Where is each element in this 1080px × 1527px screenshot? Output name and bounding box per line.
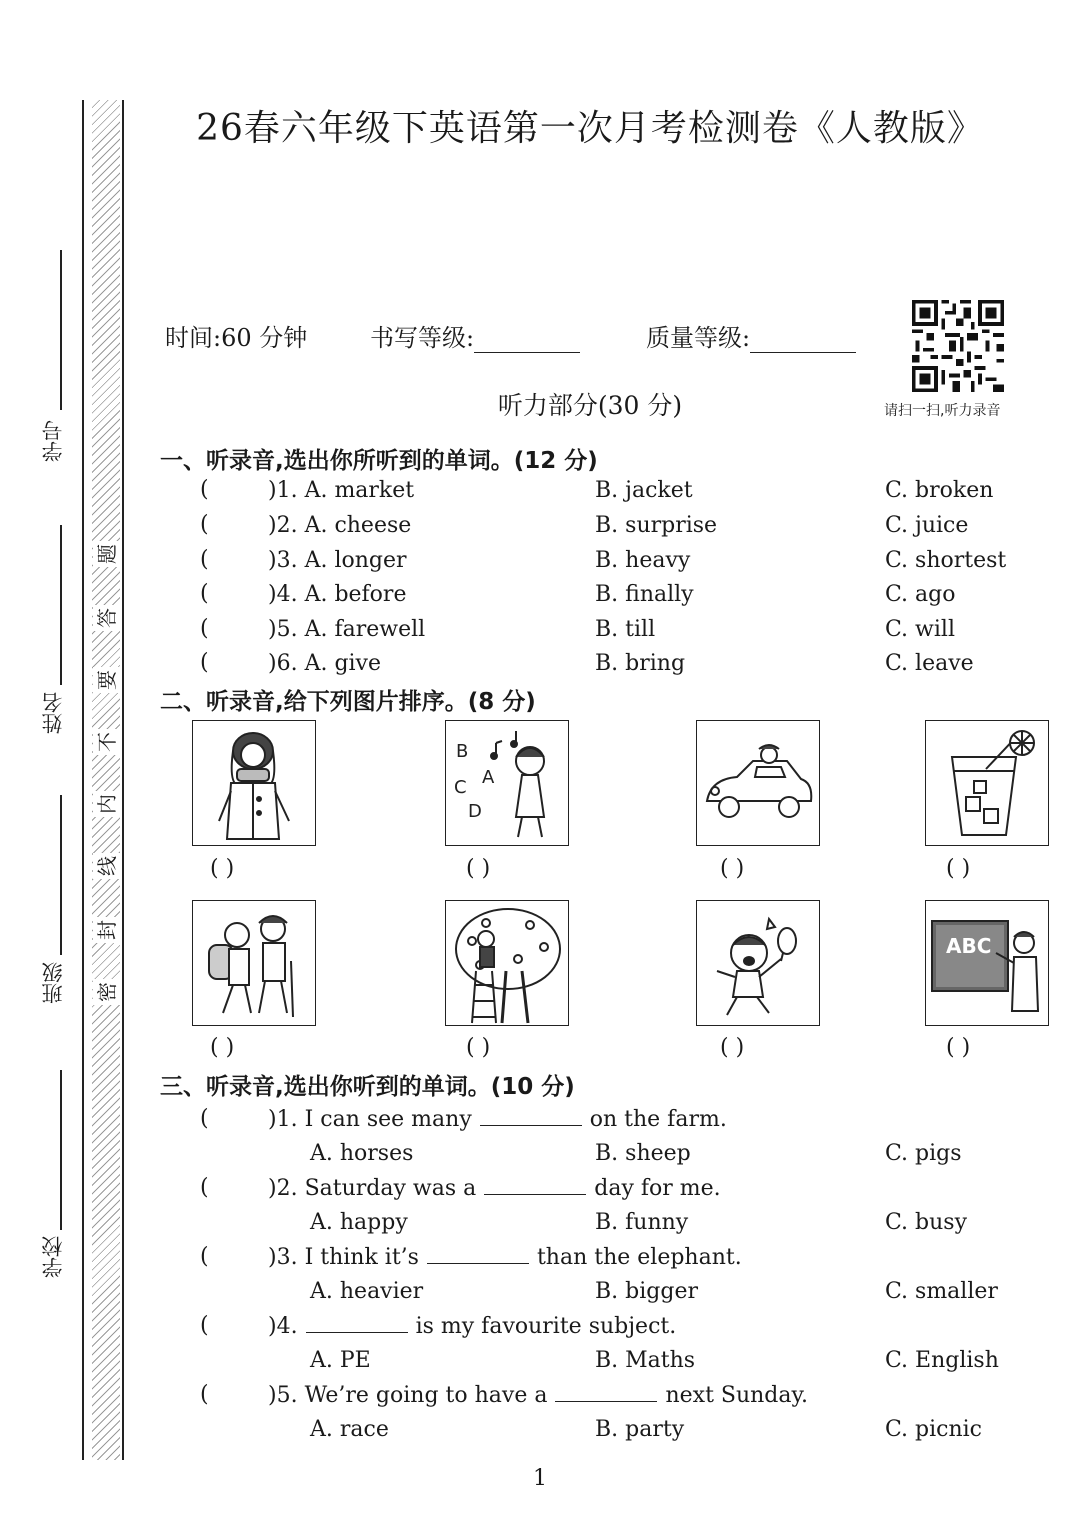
- s3-question-post: is my favourite subject.: [415, 1314, 677, 1339]
- s3-question-pre: )3. I think it’s: [268, 1245, 419, 1270]
- s1-item-b: B. surprise: [595, 513, 718, 538]
- name-label: 姓名: [41, 692, 65, 734]
- s3-option-c: C. busy: [885, 1210, 968, 1235]
- school-line: [60, 1070, 62, 1230]
- seal-char: 封: [93, 917, 121, 943]
- answer-paren[interactable]: ( ): [946, 1035, 971, 1060]
- picture-girl-in-coat: [192, 720, 316, 846]
- s1-item-a: )1. A. market: [268, 478, 415, 503]
- s3-question: [268, 1312, 676, 1342]
- seal-char: 密: [93, 979, 121, 1005]
- time-info: 时间:60 分钟: [165, 324, 308, 352]
- answer-paren[interactable]: (: [200, 581, 209, 606]
- section2-title: 二、听录音,给下列图片排序。(8 分): [160, 689, 536, 715]
- answer-paren[interactable]: ( ): [210, 856, 235, 881]
- class-label: 班级: [41, 962, 65, 1004]
- seal-char: 题: [93, 541, 121, 567]
- s1-item-b: B. finally: [595, 582, 694, 607]
- s3-option-c: C. English: [885, 1348, 999, 1373]
- picture-girl-picking-apples: [445, 900, 569, 1026]
- s1-item-c: C. shortest: [885, 548, 1007, 573]
- quality-grade-blank[interactable]: [750, 352, 856, 353]
- s1-item-a: )3. A. longer: [268, 548, 407, 573]
- fill-blank[interactable]: [480, 1105, 582, 1126]
- answer-paren[interactable]: (: [200, 477, 209, 502]
- fill-blank[interactable]: [427, 1243, 529, 1264]
- s3-question: [268, 1243, 742, 1273]
- picture-girl-singing-abcd: [445, 720, 569, 846]
- s3-question-post: day for me.: [594, 1176, 721, 1201]
- fill-blank[interactable]: [484, 1174, 586, 1195]
- picture-juice-glass: [925, 720, 1049, 846]
- s3-question-pre: )4.: [268, 1314, 298, 1339]
- letter-c: C: [454, 777, 467, 798]
- s3-question-post: than the elephant.: [536, 1245, 742, 1270]
- class-line: [60, 795, 62, 955]
- s1-item-c: C. ago: [885, 582, 956, 607]
- s3-option-a: A. race: [310, 1417, 389, 1442]
- seal-char: 线: [93, 853, 121, 879]
- page-number: 1: [533, 1466, 547, 1491]
- picture-hikers: [192, 900, 316, 1026]
- answer-paren[interactable]: (: [200, 1106, 209, 1131]
- s3-option-a: A. heavier: [310, 1279, 424, 1304]
- fill-blank[interactable]: [555, 1381, 657, 1402]
- writing-grade: [370, 318, 580, 353]
- s1-item-b: B. jacket: [595, 478, 693, 503]
- answer-paren[interactable]: ( ): [210, 1035, 235, 1060]
- s3-option-c: C. pigs: [885, 1141, 962, 1166]
- answer-paren[interactable]: ( ): [466, 1035, 491, 1060]
- s1-item-a: )6. A. give: [268, 651, 382, 676]
- student-no-line: [60, 250, 62, 410]
- fill-blank[interactable]: [306, 1312, 408, 1333]
- answer-paren[interactable]: ( ): [720, 856, 745, 881]
- s1-item-c: C. juice: [885, 513, 969, 538]
- section1-title: 一、听录音,选出你所听到的单词。(12 分): [160, 448, 598, 474]
- letter-b: B: [456, 741, 469, 762]
- quality-grade-label: 质量等级:: [646, 324, 751, 352]
- board-abc-text: ABC: [946, 934, 992, 958]
- answer-paren[interactable]: (: [200, 1244, 209, 1269]
- s1-item-a: )4. A. before: [268, 582, 407, 607]
- school-label: 学校: [41, 1236, 65, 1278]
- page-title: 26春六年级下英语第一次月考检测卷《人教版》: [196, 108, 984, 149]
- picture-boy-badminton: [696, 900, 820, 1026]
- section3-title: 三、听录音,选出你听到的单词。(10 分): [160, 1074, 575, 1100]
- answer-paren[interactable]: (: [200, 1175, 209, 1200]
- qr-caption: 请扫一扫,听力录音: [884, 403, 1001, 419]
- answer-paren[interactable]: (: [200, 512, 209, 537]
- s3-question-pre: )5. We’re going to have a: [268, 1383, 548, 1408]
- s1-item-b: B. till: [595, 617, 656, 642]
- s1-item-b: B. heavy: [595, 548, 691, 573]
- s3-question-post: next Sunday.: [665, 1383, 809, 1408]
- s3-question: [268, 1381, 808, 1411]
- picture-teacher-abc-board: [925, 900, 1049, 1026]
- s3-option-b: B. Maths: [595, 1348, 696, 1373]
- qr-code-icon[interactable]: [910, 300, 1006, 392]
- s1-item-c: C. leave: [885, 651, 974, 676]
- s1-item-c: C. will: [885, 617, 955, 642]
- seal-char: 不: [93, 729, 121, 755]
- writing-grade-blank[interactable]: [474, 352, 580, 353]
- s3-question: [268, 1105, 727, 1135]
- s3-option-b: B. funny: [595, 1210, 689, 1235]
- seal-char: 要: [93, 667, 121, 693]
- s3-question-pre: )2. Saturday was a: [268, 1176, 477, 1201]
- s1-item-c: C. broken: [885, 478, 994, 503]
- s3-option-a: A. horses: [310, 1141, 414, 1166]
- answer-paren[interactable]: (: [200, 547, 209, 572]
- answer-paren[interactable]: (: [200, 616, 209, 641]
- seal-char: 答: [93, 605, 121, 631]
- student-no-label: 学号: [41, 420, 65, 462]
- letter-d: D: [468, 801, 482, 822]
- s3-option-c: C. smaller: [885, 1279, 998, 1304]
- binding-line-left: [82, 100, 84, 1460]
- s1-item-b: B. bring: [595, 651, 686, 676]
- s3-option-b: B. bigger: [595, 1279, 698, 1304]
- s3-option-c: C. picnic: [885, 1417, 983, 1442]
- s1-item-a: )2. A. cheese: [268, 513, 412, 538]
- answer-paren[interactable]: (: [200, 1313, 209, 1338]
- s3-question-pre: )1. I can see many: [268, 1107, 472, 1132]
- s3-option-b: B. party: [595, 1417, 685, 1442]
- quality-grade: [646, 318, 856, 353]
- s3-option-a: A. PE: [310, 1348, 371, 1373]
- s3-question-post: on the farm.: [589, 1107, 727, 1132]
- picture-boy-driving-car: [696, 720, 820, 846]
- letter-a: A: [482, 767, 495, 788]
- seal-char: 内: [93, 791, 121, 817]
- answer-paren[interactable]: ( ): [720, 1035, 745, 1060]
- writing-grade-label: 书写等级:: [370, 324, 475, 352]
- answer-paren[interactable]: (: [200, 1382, 209, 1407]
- s3-option-b: B. sheep: [595, 1141, 691, 1166]
- s3-option-a: A. happy: [310, 1210, 408, 1235]
- s3-question: [268, 1174, 721, 1204]
- answer-paren[interactable]: (: [200, 650, 209, 675]
- name-line: [60, 525, 62, 685]
- binding-hatch: [92, 100, 120, 1460]
- listening-part-title: 听力部分(30 分): [497, 391, 683, 420]
- s1-item-a: )5. A. farewell: [268, 617, 426, 642]
- answer-paren[interactable]: ( ): [466, 856, 491, 881]
- answer-paren[interactable]: ( ): [946, 856, 971, 881]
- binding-line-right: [122, 100, 124, 1460]
